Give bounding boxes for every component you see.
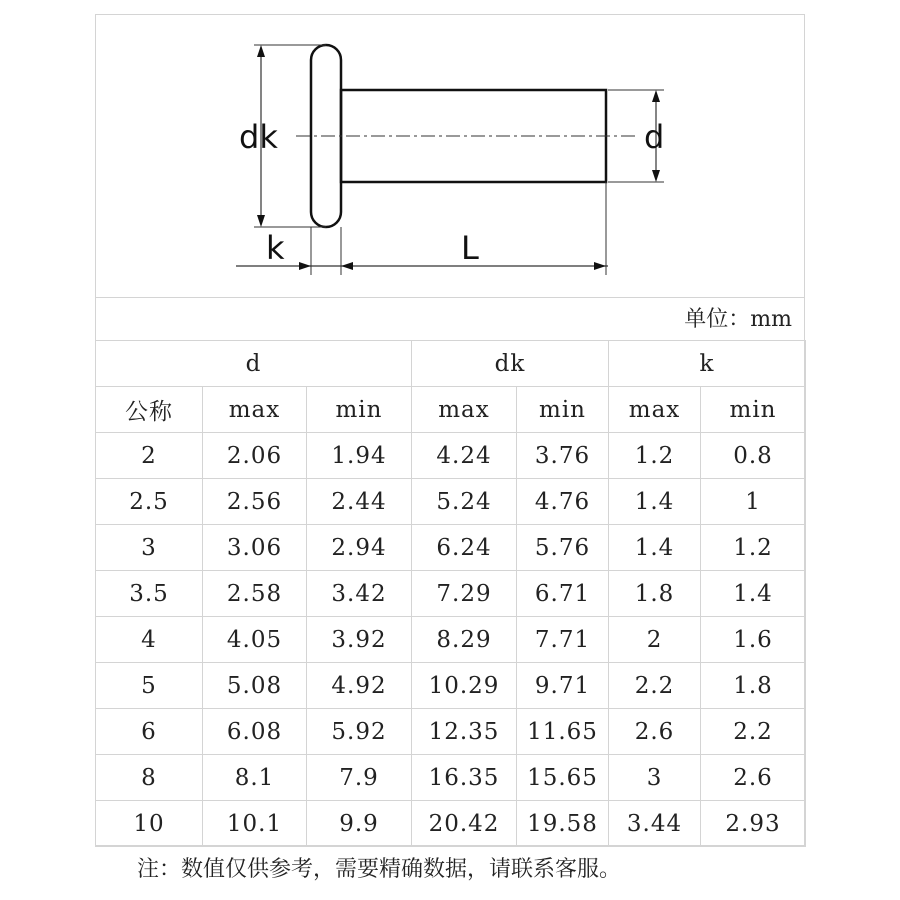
table-cell: 2: [609, 617, 701, 663]
L-arrow-right: [594, 262, 606, 270]
table-row: [96, 433, 806, 479]
table-cell: 2.2: [701, 709, 806, 755]
table-cell: 4.05: [203, 617, 307, 663]
table-cell: 2.06: [203, 433, 307, 479]
group-header-row: [96, 341, 806, 387]
table-cell: 6.08: [203, 709, 307, 755]
table-cell: 3.44: [609, 801, 701, 847]
table-cell: 7.9: [307, 755, 412, 801]
table-cell: 4.92: [307, 663, 412, 709]
L-label: L: [461, 229, 479, 267]
table-cell: 2.94: [307, 525, 412, 571]
table-cell: 1.8: [701, 663, 806, 709]
dimension-table: [95, 340, 806, 847]
table-cell: 10.29: [412, 663, 517, 709]
subheader-d-min: min: [307, 387, 412, 433]
table-cell: 1.4: [609, 525, 701, 571]
table-cell: 5.92: [307, 709, 412, 755]
subheader-dk-max: max: [412, 387, 517, 433]
table-row: [96, 663, 806, 709]
table-row: [96, 479, 806, 525]
table-cell: 0.8: [701, 433, 806, 479]
table-cell: 8: [96, 755, 203, 801]
table-cell: 1.4: [701, 571, 806, 617]
table-row: [96, 709, 806, 755]
table-cell: 1: [701, 479, 806, 525]
subheader-dk-min: min: [517, 387, 609, 433]
table-cell: 8.29: [412, 617, 517, 663]
table-cell: 7.29: [412, 571, 517, 617]
table-cell: 2: [96, 433, 203, 479]
table-cell: 9.71: [517, 663, 609, 709]
footnote: 注：数值仅供参考，需要精确数据，请联系客服。: [137, 857, 622, 882]
unit-label: 单位：mm: [96, 297, 804, 341]
table-cell: 3: [96, 525, 203, 571]
dk-arrow-bottom: [257, 215, 265, 227]
d-arrow-bottom: [652, 170, 660, 182]
table-cell: 6: [96, 709, 203, 755]
group-header-dk: dk: [412, 341, 609, 387]
table-cell: 1.2: [701, 525, 806, 571]
table-cell: 5: [96, 663, 203, 709]
table-cell: 3.06: [203, 525, 307, 571]
table-cell: 1.4: [609, 479, 701, 525]
table-row: [96, 525, 806, 571]
subheader-k-min: min: [701, 387, 806, 433]
rivet-diagram-svg: [96, 15, 804, 295]
dk-arrow-top: [257, 45, 265, 57]
table-cell: 19.58: [517, 801, 609, 847]
group-header-k: k: [609, 341, 806, 387]
table-row: [96, 755, 806, 801]
table-cell: 10: [96, 801, 203, 847]
table-cell: 16.35: [412, 755, 517, 801]
d-label: d: [644, 118, 665, 156]
table-row: [96, 571, 806, 617]
table-cell: 2.56: [203, 479, 307, 525]
table-cell: 2.44: [307, 479, 412, 525]
table-cell: 1.94: [307, 433, 412, 479]
table-cell: 2.58: [203, 571, 307, 617]
table-cell: 2.5: [96, 479, 203, 525]
table-cell: 10.1: [203, 801, 307, 847]
table-cell: 6.24: [412, 525, 517, 571]
table-cell: 1.6: [701, 617, 806, 663]
table-cell: 12.35: [412, 709, 517, 755]
table-cell: 15.65: [517, 755, 609, 801]
table-cell: 5.76: [517, 525, 609, 571]
table-cell: 4.76: [517, 479, 609, 525]
d-arrow-top: [652, 90, 660, 102]
table-cell: 3.42: [307, 571, 412, 617]
dk-label: dk: [239, 118, 278, 156]
table-cell: 2.6: [609, 709, 701, 755]
subheader-k-max: max: [609, 387, 701, 433]
k-label: k: [266, 229, 285, 267]
table-cell: 9.9: [307, 801, 412, 847]
table-row: [96, 617, 806, 663]
table-row: [96, 801, 806, 847]
table-cell: 1.2: [609, 433, 701, 479]
table-cell: 3.5: [96, 571, 203, 617]
table-cell: 2.6: [701, 755, 806, 801]
table-cell: 11.65: [517, 709, 609, 755]
subheader-nominal: 公称: [96, 387, 203, 433]
table-cell: 4.24: [412, 433, 517, 479]
spec-sheet: [95, 14, 805, 846]
table-cell: 1.8: [609, 571, 701, 617]
table-cell: 5.08: [203, 663, 307, 709]
group-header-d: d: [96, 341, 412, 387]
table-cell: 4: [96, 617, 203, 663]
table-cell: 3: [609, 755, 701, 801]
table-cell: 6.71: [517, 571, 609, 617]
table-cell: 5.24: [412, 479, 517, 525]
table-cell: 2.93: [701, 801, 806, 847]
table-cell: 8.1: [203, 755, 307, 801]
table-cell: 20.42: [412, 801, 517, 847]
subheader-d-max: max: [203, 387, 307, 433]
table-cell: 7.71: [517, 617, 609, 663]
rivet-drawing: [96, 15, 804, 295]
table-cell: 3.92: [307, 617, 412, 663]
subheader-row: [96, 387, 806, 433]
k-arrow-right: [341, 262, 353, 270]
table-cell: 2.2: [609, 663, 701, 709]
table-cell: 3.76: [517, 433, 609, 479]
k-arrow-left: [299, 262, 311, 270]
